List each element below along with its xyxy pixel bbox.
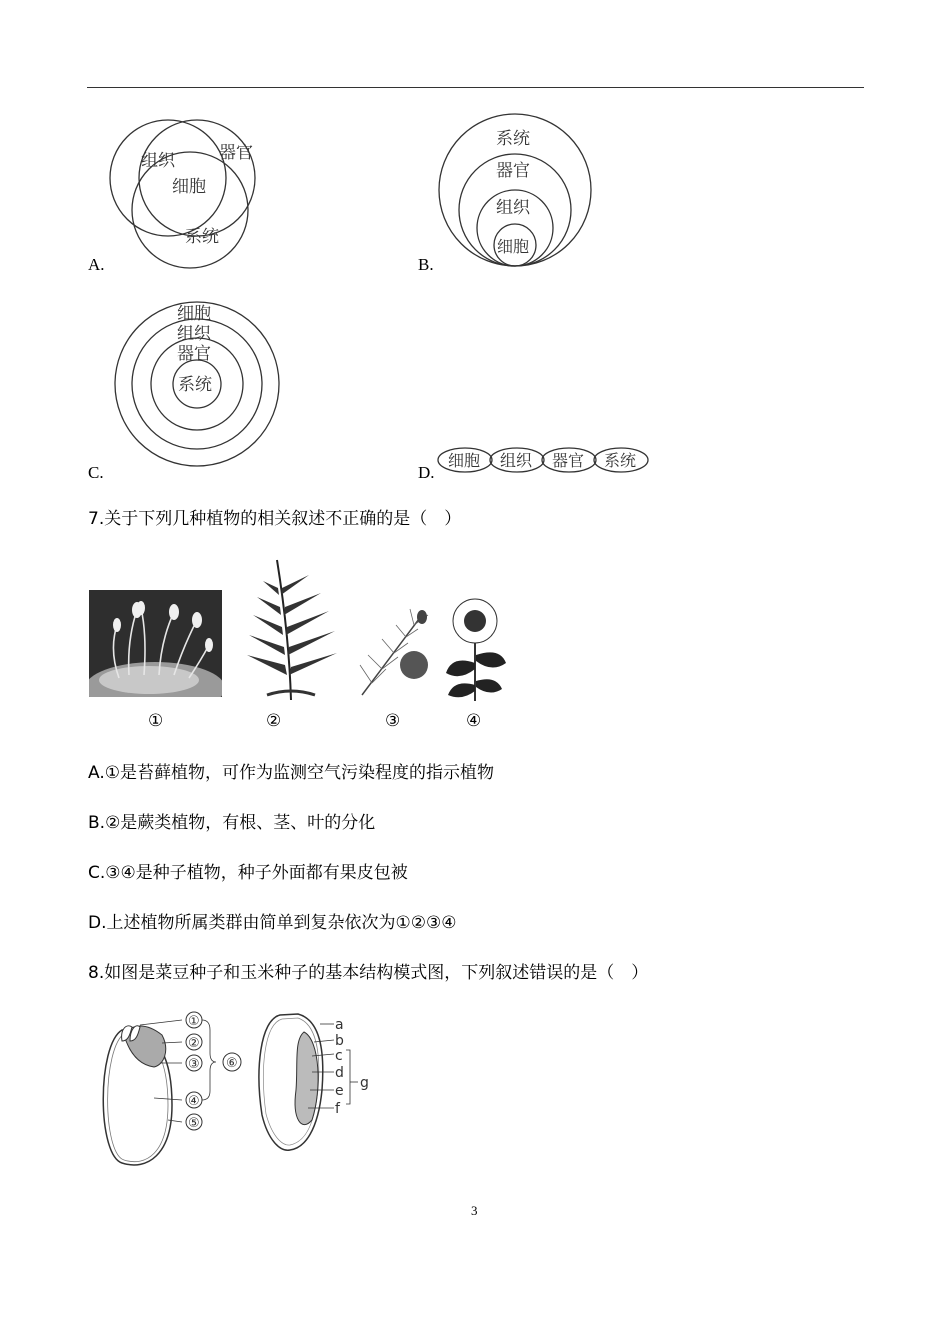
bean-label-3: ③ xyxy=(188,1057,200,1072)
corn-label-e: e xyxy=(335,1083,344,1099)
page-number: 3 xyxy=(471,1203,478,1218)
bean-label-1: ① xyxy=(188,1014,200,1029)
q8-stem: 8.如图是菜豆种子和玉米种子的基本结构模式图，下列叙述错误的是（ ） xyxy=(88,963,649,983)
option-d-label: D. xyxy=(418,463,435,482)
concentric-c-word-3: 器官 xyxy=(177,344,211,364)
fern-drawing xyxy=(237,555,345,705)
concentric-circles-c xyxy=(105,300,289,476)
sunflower-drawing xyxy=(442,593,508,703)
nested-b-word-2: 器官 xyxy=(496,161,530,181)
header-rule xyxy=(87,87,864,88)
chain-d-word-3: 器官 xyxy=(552,451,585,470)
option-a-label: A. xyxy=(88,255,105,274)
venn-a-word-1: 组织 xyxy=(141,151,175,171)
corn-label-b: b xyxy=(335,1033,344,1049)
venn-a-word-3: 细胞 xyxy=(172,177,206,197)
concentric-c-word-4: 系统 xyxy=(178,375,212,395)
plant-label-1: ① xyxy=(148,711,164,731)
plant-label-2: ② xyxy=(266,711,282,731)
q7-option-c: C.③④是种子植物，种子外面都有果皮包被 xyxy=(88,863,408,883)
corn-label-a: a xyxy=(335,1017,344,1033)
plant-label-4: ④ xyxy=(466,711,482,731)
nested-circles-b xyxy=(435,110,595,270)
corn-seed-diagram xyxy=(250,1010,380,1160)
bean-label-2: ② xyxy=(188,1036,200,1051)
q7-stem: 7.关于下列几种植物的相关叙述不正确的是（ ） xyxy=(88,509,462,529)
option-c-label: C. xyxy=(88,463,104,482)
plant-label-3: ③ xyxy=(385,711,401,731)
q7-option-a: A.①是苔藓植物，可作为监测空气污染程度的指示植物 xyxy=(88,763,494,783)
concentric-c-word-2: 组织 xyxy=(177,324,211,344)
nested-b-word-3: 组织 xyxy=(496,198,530,218)
nested-b-word-1: 系统 xyxy=(496,129,530,149)
venn-a-word-4: 系统 xyxy=(185,227,219,247)
venn-a-word-2: 器官 xyxy=(219,143,253,163)
corn-label-d: d xyxy=(335,1065,344,1081)
corn-label-g: g xyxy=(360,1075,369,1091)
option-b-label: B. xyxy=(418,255,434,274)
bean-label-5: ⑤ xyxy=(188,1116,200,1131)
concentric-c-word-1: 细胞 xyxy=(177,304,211,324)
pine-drawing xyxy=(352,595,442,703)
chain-d-word-1: 细胞 xyxy=(448,451,481,470)
q7-option-d: D.上述植物所属类群由简单到复杂依次为①②③④ xyxy=(88,913,457,933)
venn-diagram-a xyxy=(105,110,265,275)
q7-option-b: B.②是蕨类植物，有根、茎、叶的分化 xyxy=(88,813,376,833)
bean-label-4: ④ xyxy=(188,1094,200,1109)
nested-b-word-4: 细胞 xyxy=(497,237,530,256)
ellipse-chain-d xyxy=(436,445,651,475)
chain-d-word-2: 组织 xyxy=(500,451,533,470)
bean-seed-diagram xyxy=(92,1005,252,1175)
moss-photo xyxy=(89,590,222,697)
chain-d-word-4: 系统 xyxy=(604,451,637,470)
bean-label-6: ⑥ xyxy=(226,1056,238,1071)
corn-label-f: f xyxy=(335,1101,340,1117)
corn-label-c: c xyxy=(335,1048,343,1064)
